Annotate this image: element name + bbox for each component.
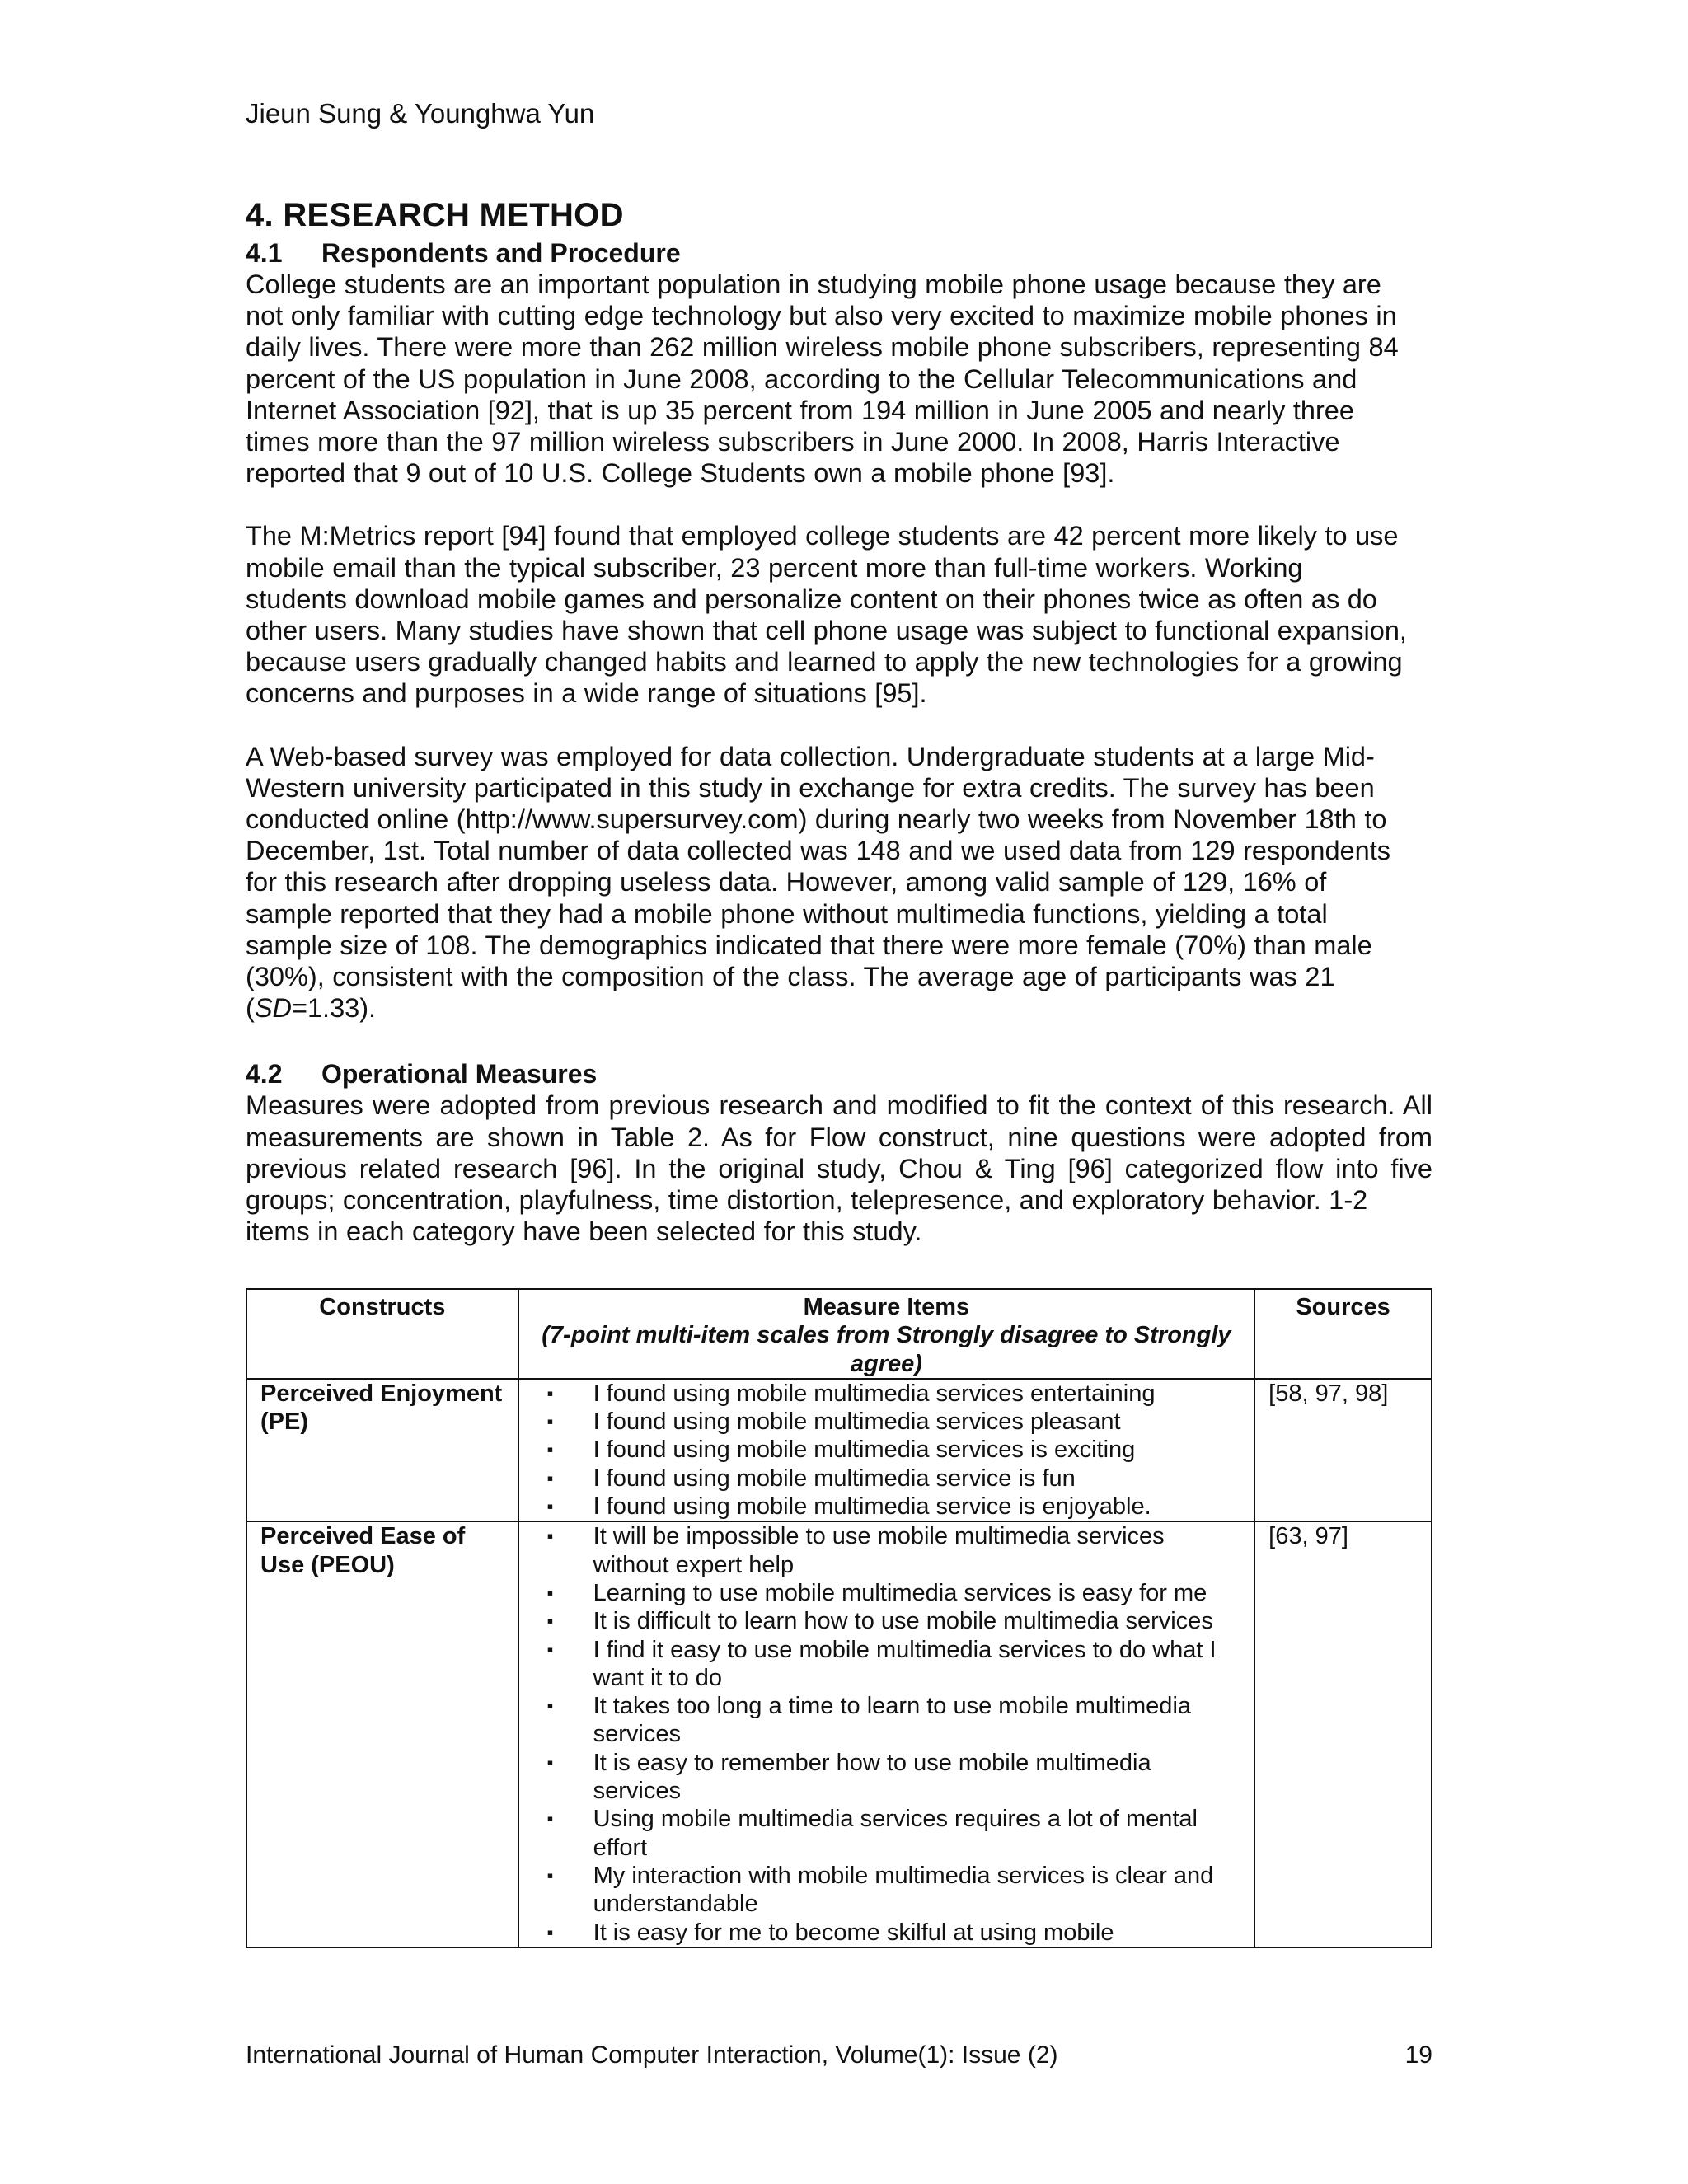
paragraph-operational-measures	[246, 1090, 1432, 1247]
text-line: not only familiar with cutting edge technology but also very excited to maximize mobile phones in	[246, 301, 1397, 331]
item-text: I found using mobile multimedia services entertaining	[593, 1380, 1156, 1407]
text-line: December, 1st. Total number of data collected was 148 and we used data from 129 respondents	[246, 836, 1390, 866]
text-line: students download mobile games and personalize content on their phones twice as often as do	[246, 583, 1377, 614]
item-text: It is difficult to learn how to use mobile multimedia services	[593, 1608, 1213, 1635]
text-line: for this research after dropping useless data. However, among valid sample of 129, 16% of	[246, 867, 1327, 898]
text-line: daily lives. There were more than 262 million wireless mobile phone subscribers, representing 84	[246, 332, 1399, 363]
measures-table	[246, 1288, 1432, 1948]
text-line: sample reported that they had a mobile phone without multimedia functions, yielding a total	[246, 898, 1328, 929]
bullet-icon: ▪	[546, 1921, 554, 1943]
list-item	[532, 1636, 1241, 1693]
items-list	[532, 1380, 1241, 1521]
item-text: I found using mobile multimedia services is exciting	[593, 1436, 1136, 1464]
paragraph-mmetrics	[246, 520, 1432, 709]
subsection-number: 4.2	[246, 1059, 283, 1090]
text-line: other users. Many studies have shown that cell phone usage was subject to functional expansion,	[246, 616, 1407, 646]
item-text: Using mobile multimedia services requires a lot of mental effort	[593, 1806, 1198, 1861]
bullet-icon: ▪	[546, 1496, 554, 1517]
bullet-icon: ▪	[546, 1526, 554, 1547]
list-item	[532, 1749, 1241, 1806]
footer-journal: International Journal of Human Computer Interaction, Volume(1): Issue (2)	[246, 2041, 1058, 2069]
text-line: College students are an important population in studying mobile phone usage because they are	[246, 269, 1381, 299]
section-title: 4. RESEARCH METHOD	[246, 197, 624, 233]
text-line: groups; concentration, playfulness, time distortion, telepresence, and exploratory behavior. 1-2	[246, 1185, 1368, 1216]
text-line: The M:Metrics report [94] found that employed college students are 42 percent more likely to use	[246, 521, 1399, 551]
item-text: It is easy to remember how to use mobile multimedia services	[593, 1749, 1151, 1805]
table-row-peou	[246, 1521, 1432, 1947]
list-item	[532, 1522, 1241, 1579]
subsection-heading-4-1	[246, 237, 1432, 269]
text-line: percent of the US population in June 2008, according to the Cellular Telecommunications and	[246, 363, 1357, 394]
text-line: because users gradually changed habits and learned to apply the new technologies for a growing	[246, 647, 1403, 677]
text-fragment: (	[246, 993, 255, 1024]
text-line: previous related research [96]. In the original study, Chou & Ting [96] categorized flow into five	[246, 1153, 1432, 1183]
text-line: conducted online (http://www.supersurvey.com) during nearly two weeks from November 18th to	[246, 804, 1387, 835]
paragraph-gap	[246, 489, 1432, 520]
bullet-icon: ▪	[546, 1638, 554, 1660]
item-text: Learning to use mobile multimedia services is easy for me	[593, 1579, 1207, 1606]
list-item	[532, 1465, 1241, 1493]
bullet-icon: ▪	[546, 1382, 554, 1404]
paragraph-web-survey	[246, 741, 1432, 1024]
bullet-icon: ▪	[546, 1439, 554, 1460]
text-line: Western university participated in this study in exchange for extra credits. The survey has been	[246, 772, 1375, 803]
text-line: sample size of 108. The demographics indicated that there were more female (70%) than male	[246, 930, 1372, 960]
paragraph-gap	[246, 710, 1432, 741]
table-row-pe	[246, 1379, 1432, 1521]
text-line: (30%), consistent with the composition of the class. The average age of participants was 21	[246, 962, 1335, 992]
paragraph-gap	[246, 1024, 1432, 1057]
text-line: reported that 9 out of 10 U.S. College Students own a mobile phone [93].	[246, 458, 1115, 489]
bullet-icon: ▪	[546, 1864, 554, 1886]
table-header-row	[246, 1289, 1432, 1379]
header-constructs: Constructs	[246, 1289, 518, 1379]
bullet-icon: ▪	[546, 1808, 554, 1830]
text-line: Measures were adopted from previous research and modified to fit the context of this research.	[246, 1090, 1395, 1121]
text-line: Internet Association [92], that is up 35 percent from 194 million in June 2005 and nearly three	[246, 395, 1354, 425]
construct-cell: Perceived Enjoyment (PE)	[246, 1379, 518, 1521]
item-text: It is easy for me to become skilful at using mobile	[593, 1919, 1114, 1946]
header-sources: Sources	[1254, 1289, 1432, 1379]
construct-cell: Perceived Ease of Use (PEOU)	[246, 1521, 518, 1947]
item-text: I found using mobile multimedia service is enjoyable.	[593, 1493, 1151, 1521]
list-item	[532, 1805, 1241, 1862]
header-measure-items-title: Measure Items	[803, 1294, 970, 1320]
header-measure-items	[518, 1289, 1255, 1379]
list-item	[532, 1408, 1241, 1436]
bullet-icon: ▪	[546, 1610, 554, 1632]
paragraph-college-students	[246, 269, 1432, 489]
items-cell	[518, 1379, 1255, 1521]
item-text: It takes too long a time to learn to use mobile multimedia services	[593, 1693, 1192, 1748]
running-head: Jieun Sung & Younghwa Yun	[246, 98, 595, 129]
list-item	[532, 1919, 1241, 1947]
bullet-icon: ▪	[546, 1467, 554, 1488]
bullet-icon: ▪	[546, 1695, 554, 1717]
main-content	[246, 194, 1432, 1247]
sd-symbol: SD	[254, 993, 292, 1024]
text-line: items in each category have been selected for this study.	[246, 1216, 922, 1247]
bullet-icon: ▪	[546, 1411, 554, 1432]
bullet-icon: ▪	[546, 1582, 554, 1603]
text-line: mobile email than the typical subscriber, 23 percent more than full-time workers. Working	[246, 552, 1303, 583]
list-item	[532, 1380, 1241, 1408]
item-text: I find it easy to use mobile multimedia services to do what I want it to do	[593, 1636, 1217, 1691]
item-text: It will be impossible to use mobile multimedia services without expert help	[593, 1523, 1165, 1578]
list-item	[532, 1493, 1241, 1521]
text-line: times more than the 97 million wireless subscribers in June 2000. In 2008, Harris Interactive	[246, 427, 1340, 457]
text-line: concerns and purposes in a wide range of situations [95].	[246, 678, 927, 709]
subsection-title: Respondents and Procedure	[321, 238, 681, 268]
text-line: All measurements are shown in Table 2. As for Flow construct, nine questions were adopted from	[246, 1090, 1432, 1152]
list-item	[532, 1692, 1241, 1749]
subsection-heading-4-2	[246, 1058, 1432, 1090]
subsection-title: Operational Measures	[321, 1059, 598, 1090]
text-fragment: =1.33).	[291, 993, 377, 1024]
page-number: 19	[1404, 2041, 1432, 2069]
list-item	[532, 1579, 1241, 1607]
header-measure-items-scale: (7-point multi-item scales from Strongly disagree to Strongly agree)	[542, 1322, 1231, 1377]
items-cell	[518, 1521, 1255, 1947]
item-text: I found using mobile multimedia service is fun	[593, 1465, 1076, 1492]
text-line: A Web-based survey was employed for data collection. Undergraduate students at a large Mid-	[246, 741, 1375, 771]
sources-cell: [58, 97, 98]	[1254, 1379, 1432, 1521]
list-item	[532, 1436, 1241, 1464]
list-item	[532, 1607, 1241, 1635]
item-text: I found using mobile multimedia services pleasant	[593, 1408, 1121, 1436]
sources-cell: [63, 97]	[1254, 1521, 1432, 1947]
subsection-number: 4.1	[246, 238, 283, 268]
bullet-icon: ▪	[546, 1751, 554, 1773]
items-list	[532, 1522, 1241, 1946]
list-item	[532, 1862, 1241, 1919]
item-text: My interaction with mobile multimedia services is clear and understandable	[593, 1862, 1214, 1918]
